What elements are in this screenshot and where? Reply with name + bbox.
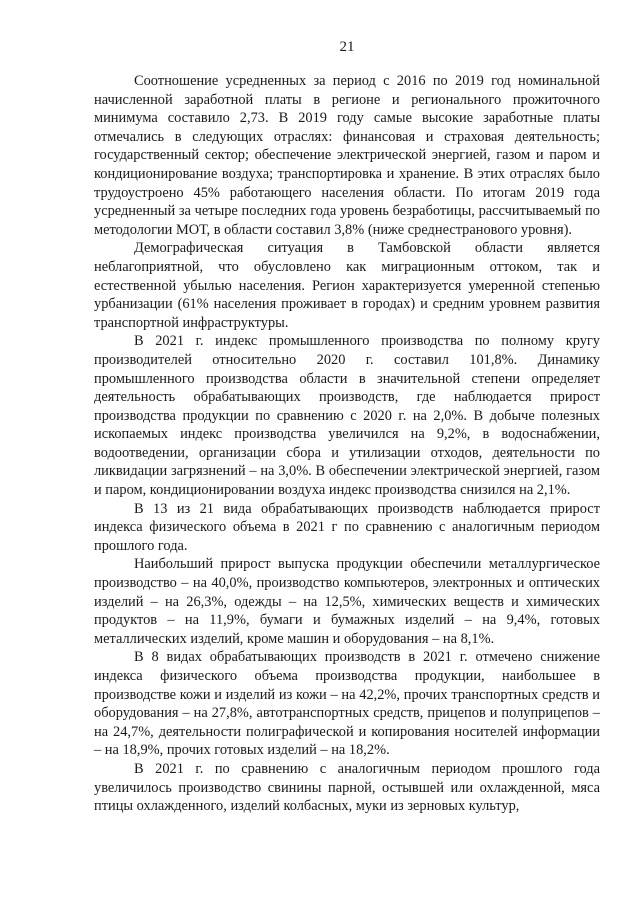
page-number: 21 (339, 39, 355, 55)
paragraph-decline: В 8 видах обрабатывающих производств в 2021 г. отмечено снижение индекса физического объема производства продукции, наибольшее в производстве кожи и изделий из кожи – на 42,2%, прочих транспортных средств и оборудования – на 27,8%, автотранспортных средств, прицепов и полуприцепов – на 24,7%, деятельности полиграфической и копирования носителей информации – на 18,9%, прочих готовых изделий – на 18,2%. (94, 649, 600, 759)
paragraph-food-production: В 2021 г. по сравнению с аналогичным периодом прошлого года увеличилось производство свинины парной, остывшей или охлажденной, мяса птицы охлажденного, изделий колбасных, муки из зерновых культур, (94, 760, 600, 815)
paragraph-manufacturing-growth-count: В 13 из 21 вида обрабатывающих производств наблюдается прирост индекса физического объема в 2021 г по сравнению с аналогичным периодом прошлого года. (94, 500, 600, 554)
paragraph-largest-growth: Наибольший прирост выпуска продукции обеспечили металлургическое производство – на 40,0%, производство компьютеров, электронных и оптических изделий – на 26,3%, одежды – на 12,5%, химических веществ и химических продуктов – на 11,9%, бумаги и бумажных изделий – на 9,4%, готовых металлических изделий, кроме машин и оборудования – на 8,1%. (94, 556, 600, 647)
paragraph-wages-unemployment: Соотношение усредненных за период с 2016 по 2019 год номинальной начисленной заработной платы в регионе и регионального прожиточного минимума составило 2,73. В 2019 году самые высокие заработные платы отмечались в следующих отраслях: финансовая и страховая деятельность; государственный сектор; обеспечение электрической энергией, газом и паром и кондиционирование воздуха; транспортировка и хранение. В этих отраслях было трудоустроено 45% работающего населения области. По итогам 2019 года усредненный за четыре последних года уровень безработицы, рассчитываемый по методологии МОТ, в области составил 3,8% (ниже среднестранового уровня). (94, 73, 600, 238)
paragraph-demography: Демографическая ситуация в Тамбовской области является неблагоприятной, что обусловлено как миграционным оттоком, так и естественной убылью населения. Регион характеризуется умеренной степенью урбанизации (61% населения проживает в городах) и средним уровнем развития транспортной инфраструктуры. (94, 240, 600, 331)
paragraph-industrial-index: В 2021 г. индекс промышленного производства по полному кругу производителей относительно 2020 г. составил 101,8%. Динамику промышленного производства области в значительной степени определяет деятельность обрабатывающих производств, где наблюдается прирост производства продукции по сравнению с 2020 г. на 2,0%. В добыче полезных ископаемых индекс производства увеличился на 9,2%, в водоснабжении, водоотведении, организации сбора и утилизации отходов, деятельности по ликвидации загрязнений – на 3,0%. В обеспечении электрической энергией, газом и паром, кондиционировании воздуха индекс производства снизился на 2,1%. (94, 333, 600, 499)
